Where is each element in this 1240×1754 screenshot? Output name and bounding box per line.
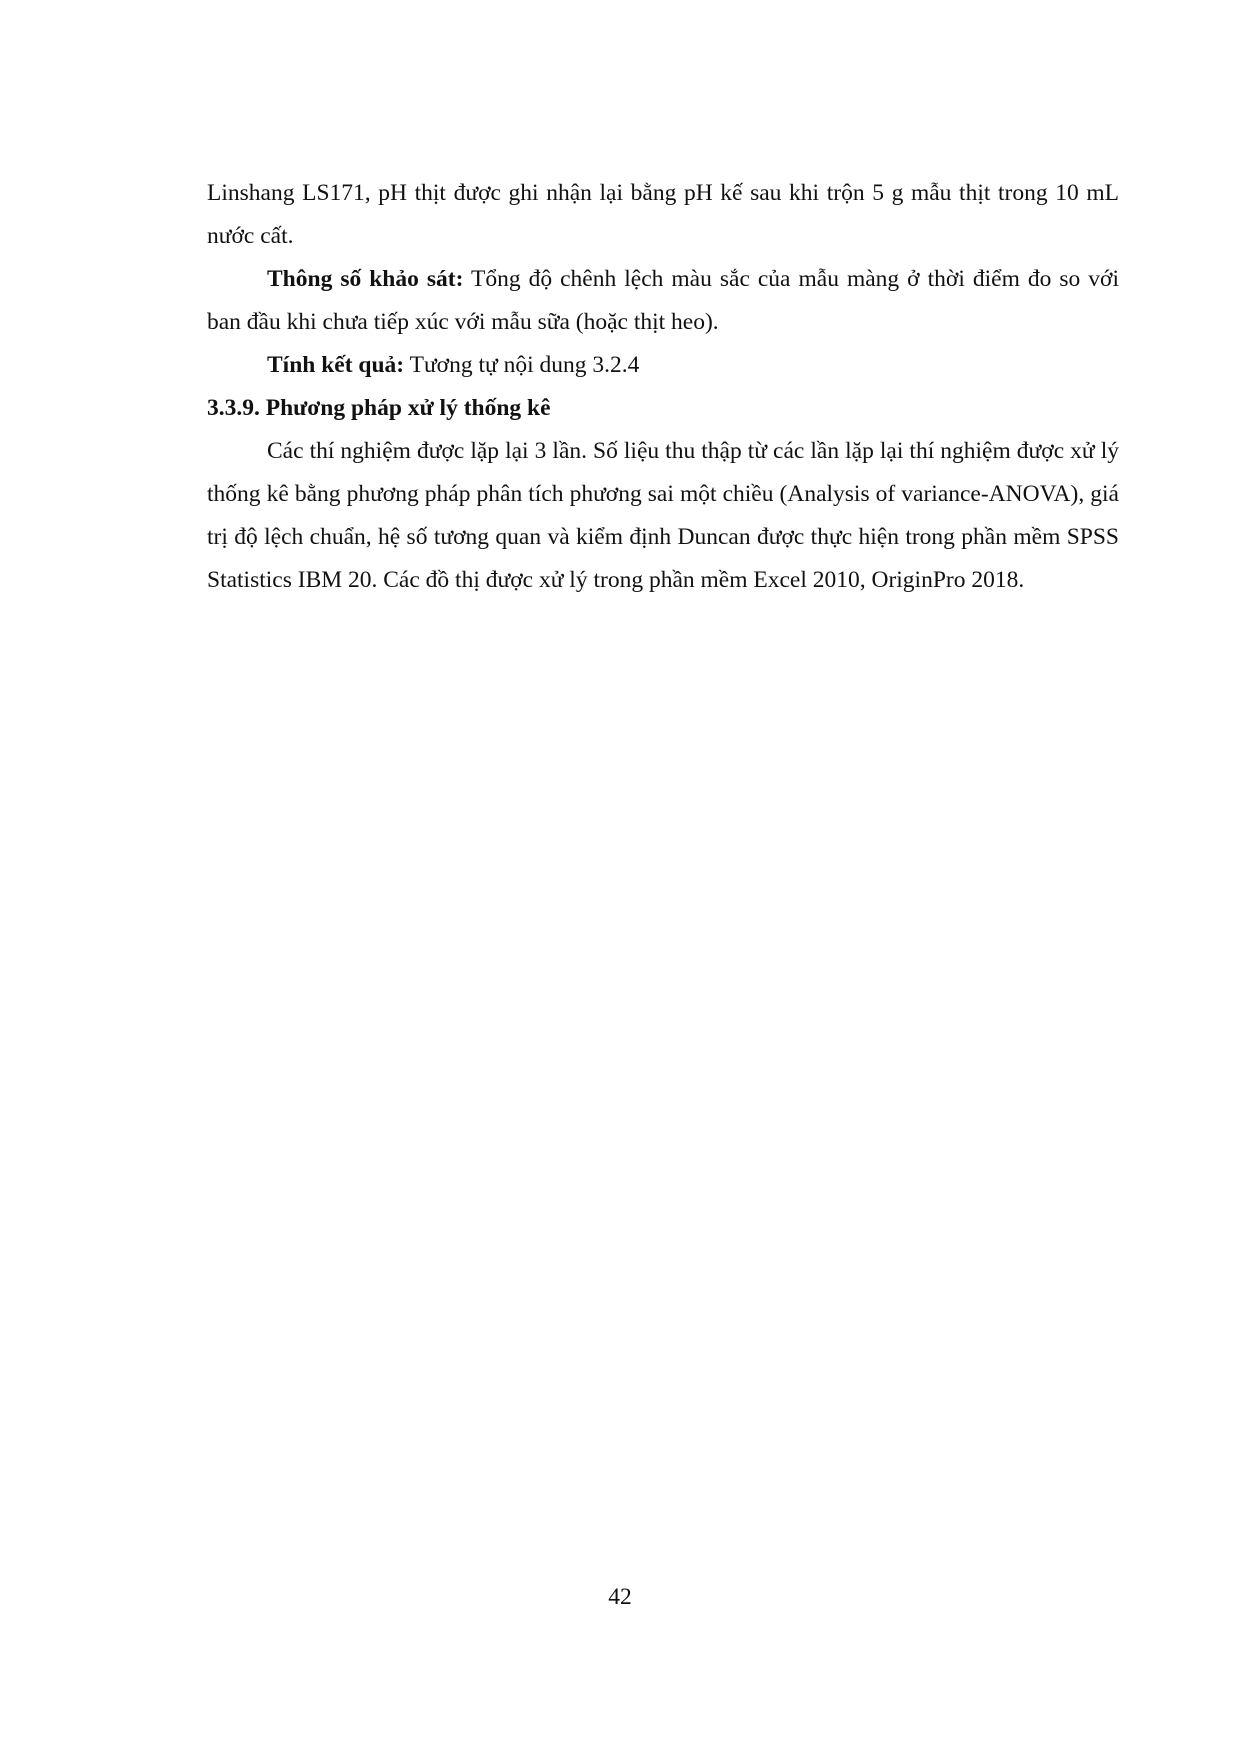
- paragraph-calculation: [207, 344, 1119, 387]
- paragraph-continuation: Linshang LS171, pH thịt được ghi nhận lại bằng pH kế sau khi trộn 5 g mẫu thịt trong 10 mL nước cất.: [207, 180, 1119, 249]
- calculation-label: Tính kết quả:: [267, 352, 405, 378]
- section-heading: 3.3.9. Phương pháp xử lý thống kê: [207, 395, 551, 421]
- page-content: [207, 172, 1119, 602]
- calculation-text: Tương tự nội dung 3.2.4: [404, 352, 640, 378]
- paragraph-survey-parameters: [207, 258, 1119, 344]
- survey-parameters-label: Thông số khảo sát:: [267, 266, 464, 292]
- paragraph-statistics: Các thí nghiệm được lặp lại 3 lần. Số liệu thu thập từ các lần lặp lại thí nghiệm được xử lý thống kê bằng phương pháp phân tích phương sai một chiều (Analysis of variance-ANOVA), giá trị độ lệch chuẩn, hệ số tương quan và kiểm định Duncan được thực hiện trong phần mềm SPSS Statistics IBM 20. Các đồ thị được xử lý trong phần mềm Excel 2010, OriginPro 2018.: [207, 438, 1119, 593]
- survey-parameters-text: Tổng độ chênh lệch màu sắc của mẫu màng ở thời điểm đo so với ban đầu khi chưa tiếp xúc với mẫu sữa (hoặc thịt heo).: [207, 266, 1119, 335]
- page-number: 42: [608, 1584, 632, 1610]
